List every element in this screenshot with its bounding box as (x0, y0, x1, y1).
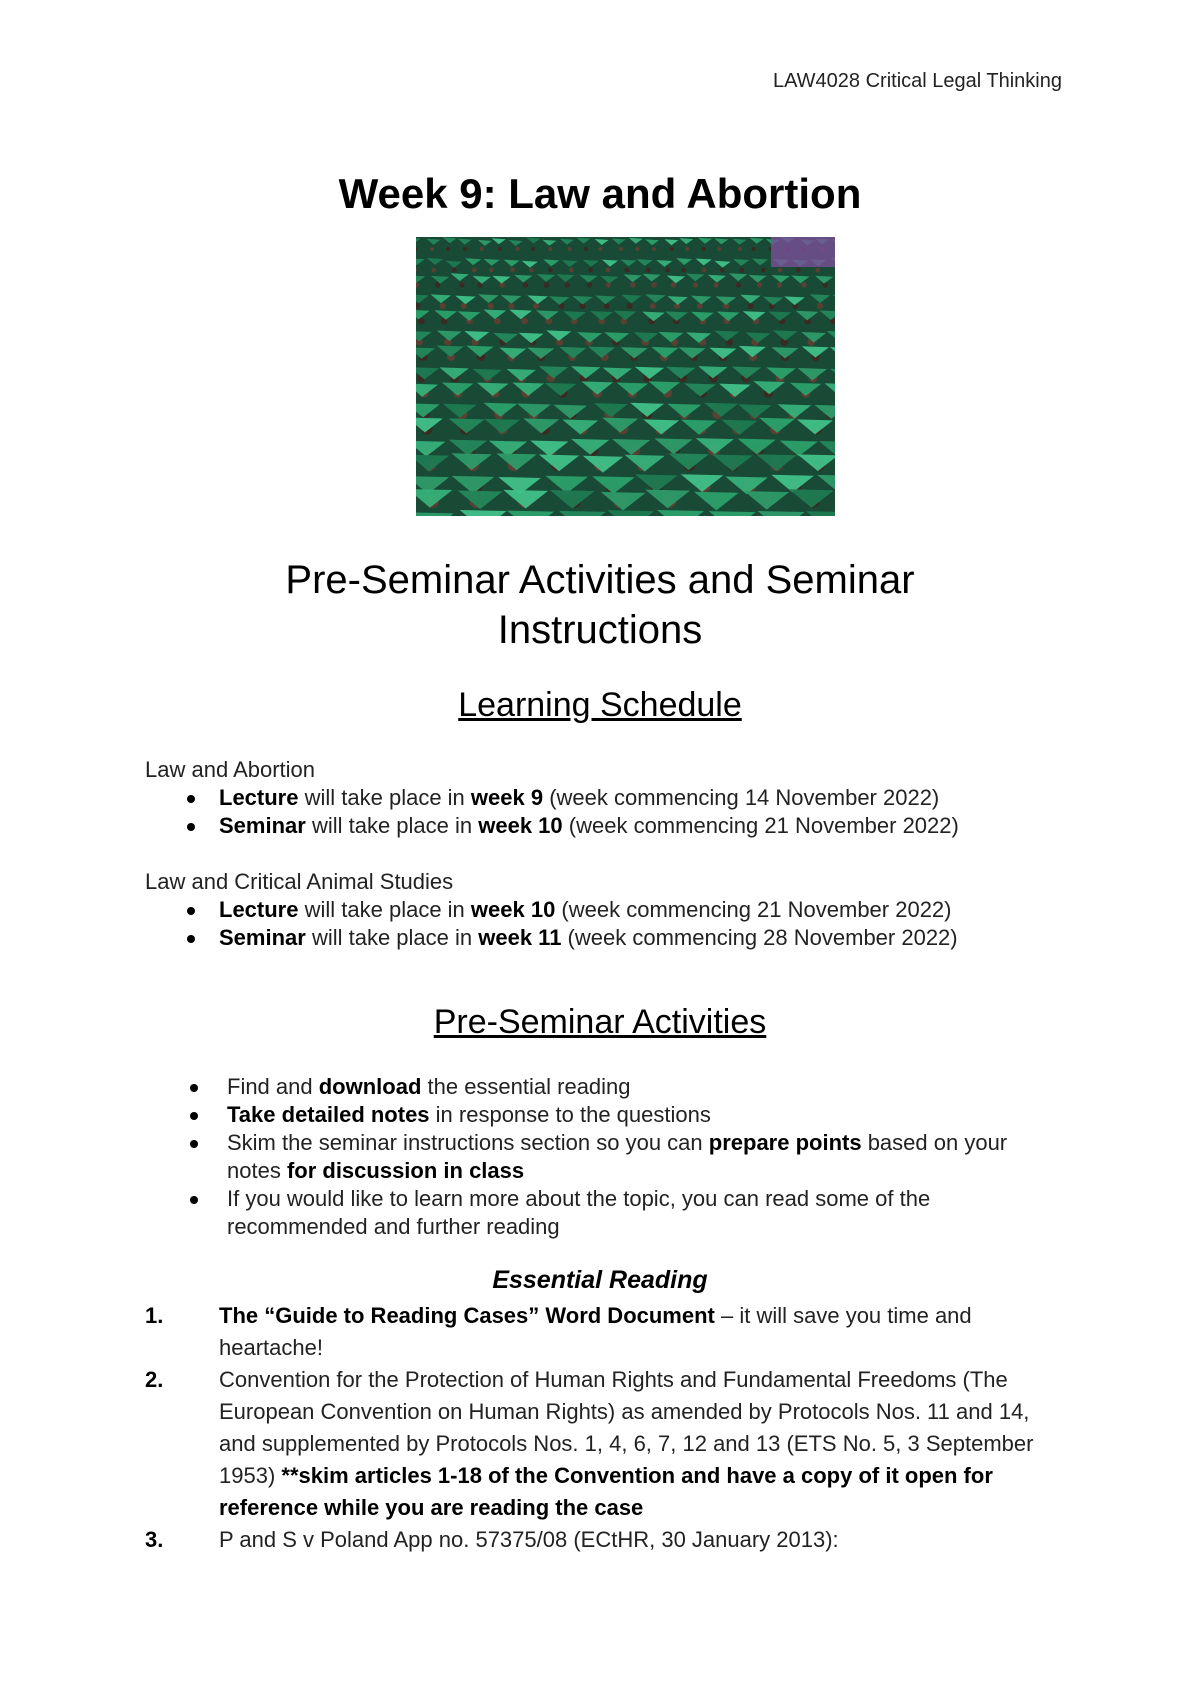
subtitle-line-1: Pre-Seminar Activities and Seminar (285, 558, 915, 602)
essential-reading-list (145, 1300, 1065, 1556)
section-subtitle (0, 555, 1200, 655)
activity-item: Skim the seminar instructions section so you can prepare points based on your notes for discussion in class (145, 1129, 1065, 1185)
schedule-list (145, 896, 1065, 952)
subtitle-line-2: Instructions (497, 608, 703, 652)
schedule-item: Seminar will take place in week 11 (week commencing 28 November 2022) (145, 924, 1065, 952)
schedule-group-label: Law and Abortion (145, 757, 316, 782)
activity-item: If you would like to learn more about the topic, you can read some of the recommended and further reading (145, 1185, 1065, 1241)
activities-list (145, 1073, 1065, 1241)
activity-item: Find and download the essential reading (145, 1073, 1065, 1101)
schedule-list (145, 784, 1065, 840)
essential-reading-block (145, 1300, 1065, 1556)
essential-reading-heading: Essential Reading (492, 1266, 708, 1294)
activities-block (145, 1073, 1065, 1241)
reading-item: 2. Convention for the Protection of Human Rights and Fundamental Freedoms (The European Convention on Human Rights) as amended by Protocols Nos. 11 and 14, and supplemented by Protocols Nos. 1, 4, 6, 7, 12 and 13 (ETS No. 5, 3 September 1953) **skim articles 1-18 of the Convention and have a copy of it open for reference while you are reading the case (145, 1367, 1034, 1520)
schedule-item: Lecture will take place in week 10 (week commencing 21 November 2022) (145, 896, 1065, 924)
reading-item: 3. P and S v Poland App no. 57375/08 (ECtHR, 30 January 2013): (145, 1527, 839, 1552)
reading-item: 1. The “Guide to Reading Cases” Word Document – it will save you time and heartache! (145, 1303, 972, 1360)
schedule-group-animal-studies (145, 868, 1065, 952)
page-title: Week 9: Law and Abortion (338, 170, 862, 217)
schedule-group-abortion (145, 756, 1065, 840)
learning-schedule-heading: Learning Schedule (458, 686, 742, 724)
schedule-group-label: Law and Critical Animal Studies (145, 869, 454, 894)
protest-crowd-green-scarves-photo (416, 237, 835, 516)
course-header: LAW4028 Critical Legal Thinking (772, 70, 1062, 92)
activity-item: Take detailed notes in response to the questions (145, 1101, 1065, 1129)
photo-graphic (416, 237, 835, 516)
pre-seminar-activities-heading: Pre-Seminar Activities (433, 1003, 767, 1041)
schedule-item: Lecture will take place in week 9 (week commencing 14 November 2022) (145, 784, 1065, 812)
schedule-item: Seminar will take place in week 10 (week commencing 21 November 2022) (145, 812, 1065, 840)
